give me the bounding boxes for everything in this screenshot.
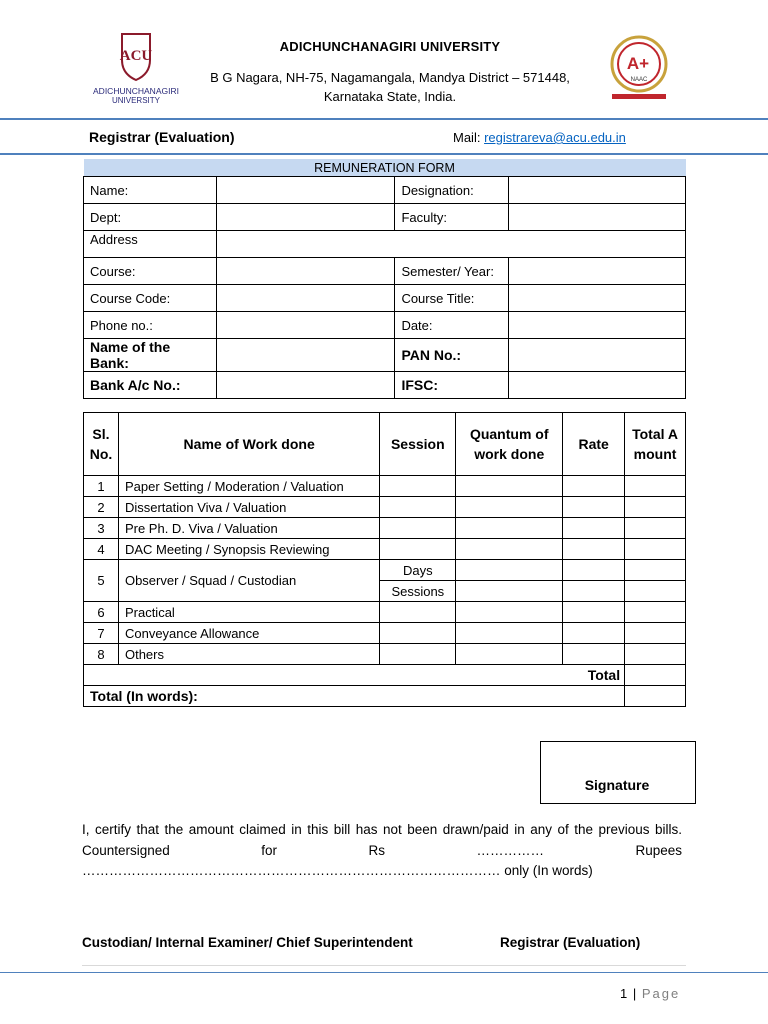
row-total-field[interactable] [625,518,686,539]
row-work-name: Dissertation Viva / Valuation [118,497,379,518]
row-total-field[interactable] [625,602,686,623]
mail-label: Mail: [453,130,485,145]
row-quantum-field[interactable] [456,644,563,665]
semester-label: Semester/ Year: [395,258,509,285]
header-divider-bottom [0,153,768,155]
row-session-field[interactable] [380,497,456,518]
row-sessions-rate-field[interactable] [563,581,625,602]
ifsc-field[interactable] [509,372,686,399]
table-row [84,518,686,539]
row-rate-field[interactable] [563,602,625,623]
row-sessions-quantum-field[interactable] [456,581,563,602]
course-field[interactable] [216,258,395,285]
course-title-field[interactable] [509,285,686,312]
row-total-field[interactable] [625,476,686,497]
total-words-label: Total (In words): [84,686,625,707]
certification-text: I, certify that the amount claimed in this bill has not been drawn/paid in any of the previous bills. Countersigned for Rs …………… Rupees ………………………………………………………………………………… only (In words) [82,822,682,878]
row-sl: 5 [84,560,119,602]
table-row [84,602,686,623]
header-sl-no: Sl. No. [84,413,119,476]
badge-text: NAAC [630,77,648,83]
header-quantum: Quantum of work done [456,413,563,476]
address-field[interactable] [216,231,685,258]
naac-grade-badge [604,32,674,102]
table-row [84,644,686,665]
grand-total-field[interactable] [625,665,686,686]
bank-ac-label: Bank A/c No.: [84,372,217,399]
row-rate-field[interactable] [563,644,625,665]
row-sl: 3 [84,518,119,539]
row-sl: 8 [84,644,119,665]
row-days-quantum-field[interactable] [456,560,563,581]
total-label: Total [84,665,625,686]
course-code-field[interactable] [216,285,395,312]
date-field[interactable] [509,312,686,339]
bank-ac-field[interactable] [216,372,395,399]
row-work-name: Practical [118,602,379,623]
header-session: Session [380,413,456,476]
total-words-row [84,686,686,707]
row-quantum-field[interactable] [456,497,563,518]
row-work-name: Paper Setting / Moderation / Valuation [118,476,379,497]
mail-link[interactable]: registrareva@acu.edu.in [484,130,626,145]
address-label: Address [84,231,217,258]
page-label: Page [641,986,681,1001]
row-session-field[interactable] [380,623,456,644]
form-title: REMUNERATION FORM [84,159,686,177]
row-rate-field[interactable] [563,518,625,539]
row-sl: 2 [84,497,119,518]
date-label: Date: [395,312,509,339]
row-total-field[interactable] [625,623,686,644]
header-total-amount: Total Amount [625,413,686,476]
footer-thin-divider [82,965,686,966]
row-work-name: Others [118,644,379,665]
phone-field[interactable] [216,312,395,339]
university-logo [88,30,184,108]
row-sessions-total-field[interactable] [625,581,686,602]
row-rate-field[interactable] [563,623,625,644]
row-total-field[interactable] [625,644,686,665]
row-quantum-field[interactable] [456,602,563,623]
phone-label: Phone no.: [84,312,217,339]
row-days-total-field[interactable] [625,560,686,581]
table-row [84,539,686,560]
row-quantum-field[interactable] [456,476,563,497]
row-work-name: Pre Ph. D. Viva / Valuation [118,518,379,539]
course-label: Course: [84,258,217,285]
course-title-label: Course Title: [395,285,509,312]
row-work-name: DAC Meeting / Synopsis Reviewing [118,539,379,560]
row-session-field[interactable] [380,518,456,539]
row-quantum-field[interactable] [456,623,563,644]
faculty-label: Faculty: [395,204,509,231]
row-sl: 7 [84,623,119,644]
ifsc-label: IFSC: [395,372,509,399]
row-days-rate-field[interactable] [563,560,625,581]
registrar-label: Registrar (Evaluation) [89,129,235,145]
table-row [84,623,686,644]
name-field[interactable] [216,177,395,204]
remuneration-form-table [83,159,686,399]
table-row [84,476,686,497]
semester-field[interactable] [509,258,686,285]
faculty-field[interactable] [509,204,686,231]
row-rate-field[interactable] [563,497,625,518]
page-number [620,986,680,1001]
row-session-field[interactable] [380,476,456,497]
total-words-field[interactable] [625,686,686,707]
row-rate-field[interactable] [563,476,625,497]
work-done-table [83,412,686,707]
row-work-name: Conveyance Allowance [118,623,379,644]
row-session-field[interactable] [380,602,456,623]
designation-field[interactable] [509,177,686,204]
header-divider-top [0,118,768,120]
row-sl: 1 [84,476,119,497]
row-total-field[interactable] [625,539,686,560]
header-work-name: Name of Work done [118,413,379,476]
name-label: Name: [84,177,217,204]
row-work-name: Observer / Squad / Custodian [118,560,379,602]
badge-grade: A+ [626,54,650,73]
course-code-label: Course Code: [84,285,217,312]
row-session-field[interactable] [380,644,456,665]
designation-label: Designation: [395,177,509,204]
row-quantum-field[interactable] [456,518,563,539]
bank-name-label: Name of the Bank: [84,339,217,372]
table-row [84,560,686,581]
row-session-field[interactable] [380,539,456,560]
row-days-label: Days [380,560,456,581]
custodian-signatory: Custodian/ Internal Examiner/ Chief Superintendent [82,935,413,950]
registrar-signatory: Registrar (Evaluation) [500,935,641,950]
pan-label: PAN No.: [395,339,509,372]
bank-name-field[interactable] [216,339,395,372]
row-sl: 4 [84,539,119,560]
address-line-2: Karnataka State, India. [323,89,457,104]
pan-field[interactable] [509,339,686,372]
footer-divider [0,972,768,973]
page-number-value: 1 [620,986,629,1001]
signature-label: Signature [584,777,650,793]
dept-field[interactable] [216,204,395,231]
row-quantum-field[interactable] [456,539,563,560]
logo-subname: UNIVERSITY [111,96,161,105]
address-line-1: B G Nagara, NH-75, Nagamangala, Mandya District – 571448, [210,70,570,85]
row-rate-field[interactable] [563,539,625,560]
total-row [84,665,686,686]
table-row [84,497,686,518]
row-sessions-label: Sessions [380,581,456,602]
page-separator: | [628,986,642,1001]
header-rate: Rate [563,413,625,476]
row-total-field[interactable] [625,497,686,518]
signature-box[interactable] [540,741,696,804]
logo-monogram: ACU [119,48,153,64]
dept-label: Dept: [84,204,217,231]
university-name: ADICHUNCHANAGIRI UNIVERSITY [279,39,501,54]
mail-contact [453,130,626,145]
row-sl: 6 [84,602,119,623]
logo-name: ADICHUNCHANAGIRI [93,86,179,96]
